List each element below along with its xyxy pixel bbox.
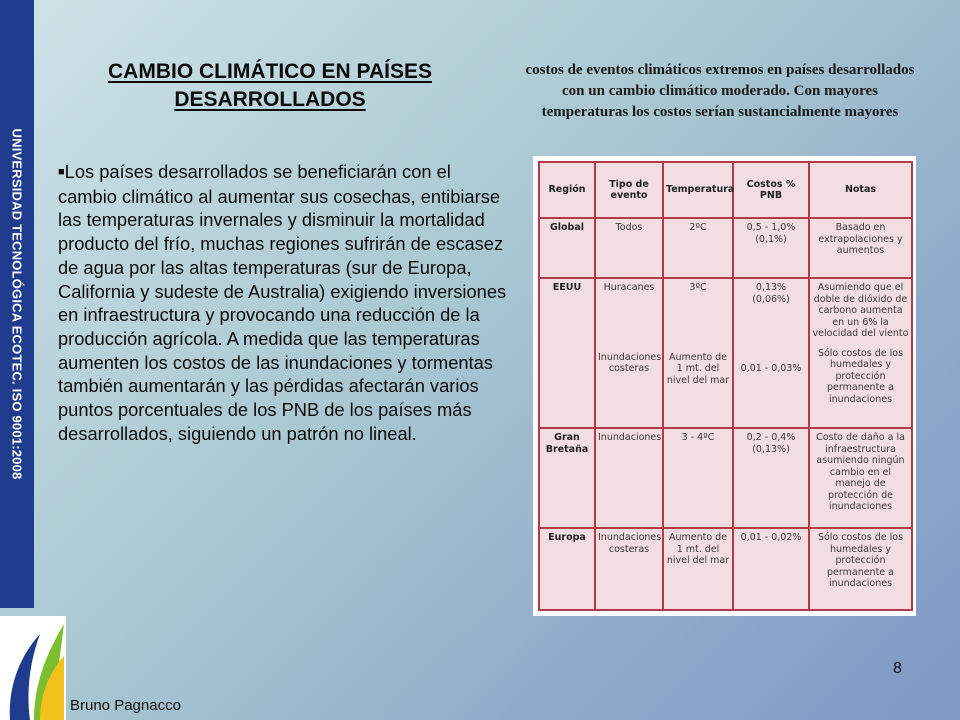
- cell-costos: [733, 278, 809, 428]
- cell-tipo: Inundaciones costeras: [595, 528, 663, 610]
- header-costos: Costos % PNB: [733, 162, 809, 218]
- table-row: [539, 218, 912, 278]
- climate-cost-table: [538, 161, 913, 611]
- table-row: [539, 528, 912, 610]
- bullet-icon: ■: [58, 166, 65, 178]
- header-tipo-evento: Tipo de evento: [595, 162, 663, 218]
- cell-temp-1: 3ºC: [689, 282, 707, 293]
- cell-notas: [809, 278, 912, 428]
- cell-notas-2: Sólo costos de los humedales y protección permanente a inundaciones: [817, 347, 904, 405]
- cell-temp: 2ºC: [663, 218, 733, 278]
- body-paragraph: [58, 160, 508, 445]
- cell-region: Gran Bretaña: [539, 428, 595, 528]
- table-row: [539, 278, 912, 428]
- cell-costos-2: 0,01 - 0,03%: [740, 363, 802, 374]
- cell-notas: Costo de daño a la infraestructura asumiendo ningún cambio en el manejo de protección de inundaciones: [809, 428, 912, 528]
- cell-tipo-2: Inundaciones costeras: [598, 351, 662, 374]
- cell-tipo: [595, 278, 663, 428]
- body-text: Los países desarrollados se beneficiarán con el cambio climático al aumentar sus cosechas, entibiarse las temperaturas invernales y disminuir la mortalidad producto del frío, muchas regiones sufrirán de escasez de agua por las altas temperaturas (sur de Europa, California y sudeste de Australia) exigiendo inversiones en infraestructura y provocando una reducción de la producción agrícola. A medida que las temperaturas aumenten los costos de las inundaciones y tormentas también aumentarán y las pérdidas afectarán varios puntos porcentuales de los PNB de los países más desarrollados, siguiendo un patrón no lineal.: [58, 161, 507, 444]
- cell-costos: 0,01 - 0,02%: [733, 528, 809, 610]
- page-number: 8: [893, 660, 902, 677]
- cell-costos: 0,2 - 0,4% (0,13%): [733, 428, 809, 528]
- table-caption: costos de eventos climáticos extremos en países desarrollados con un cambio climático moderado. Con mayores temperaturas los costos serían sustancialmente mayores: [525, 62, 915, 120]
- cell-tipo: Inundaciones: [595, 428, 663, 528]
- cell-tipo-1: Huracanes: [603, 282, 655, 293]
- cell-notas: Sólo costos de los humedales y protección permanente a inundaciones: [809, 528, 912, 610]
- cell-region: Europa: [539, 528, 595, 610]
- cell-temp-2: Aumento de 1 mt. del nivel del mar: [666, 351, 730, 386]
- cell-tipo: Todos: [595, 218, 663, 278]
- university-sidebar: [0, 0, 34, 608]
- table-header-row: [539, 162, 912, 218]
- cell-temp: [663, 278, 733, 428]
- header-temperatura: Temperatura: [663, 162, 733, 218]
- cell-temp: Aumento de 1 mt. del nivel del mar: [663, 528, 733, 610]
- table-row: [539, 428, 912, 528]
- cell-region: Global: [539, 218, 595, 278]
- header-region: Región: [539, 162, 595, 218]
- cell-notas-1: Asumiendo que el doble de dióxido de carbono aumenta en un 6% la velocidad del viento: [812, 282, 909, 339]
- cell-costos-1: 0,13% (0,06%): [752, 282, 790, 305]
- cell-region: EEUU: [539, 278, 595, 428]
- slide-title: CAMBIO CLIMÁTICO EN PAÍSES DESARROLLADOS: [108, 60, 432, 111]
- cell-costos: 0,5 - 1,0% (0,1%): [733, 218, 809, 278]
- sidebar-text: UNIVERSIDAD TECNOLÓGICA ECOTEC. ISO 9001:2008: [9, 128, 25, 480]
- author-name: Bruno Pagnacco: [70, 697, 181, 714]
- table-image-frame: [533, 156, 916, 616]
- university-logo-icon: [0, 616, 66, 720]
- header-notas: Notas: [809, 162, 912, 218]
- cell-notas: Basado en extrapolaciones y aumentos: [809, 218, 912, 278]
- cell-temp: 3 - 4ºC: [663, 428, 733, 528]
